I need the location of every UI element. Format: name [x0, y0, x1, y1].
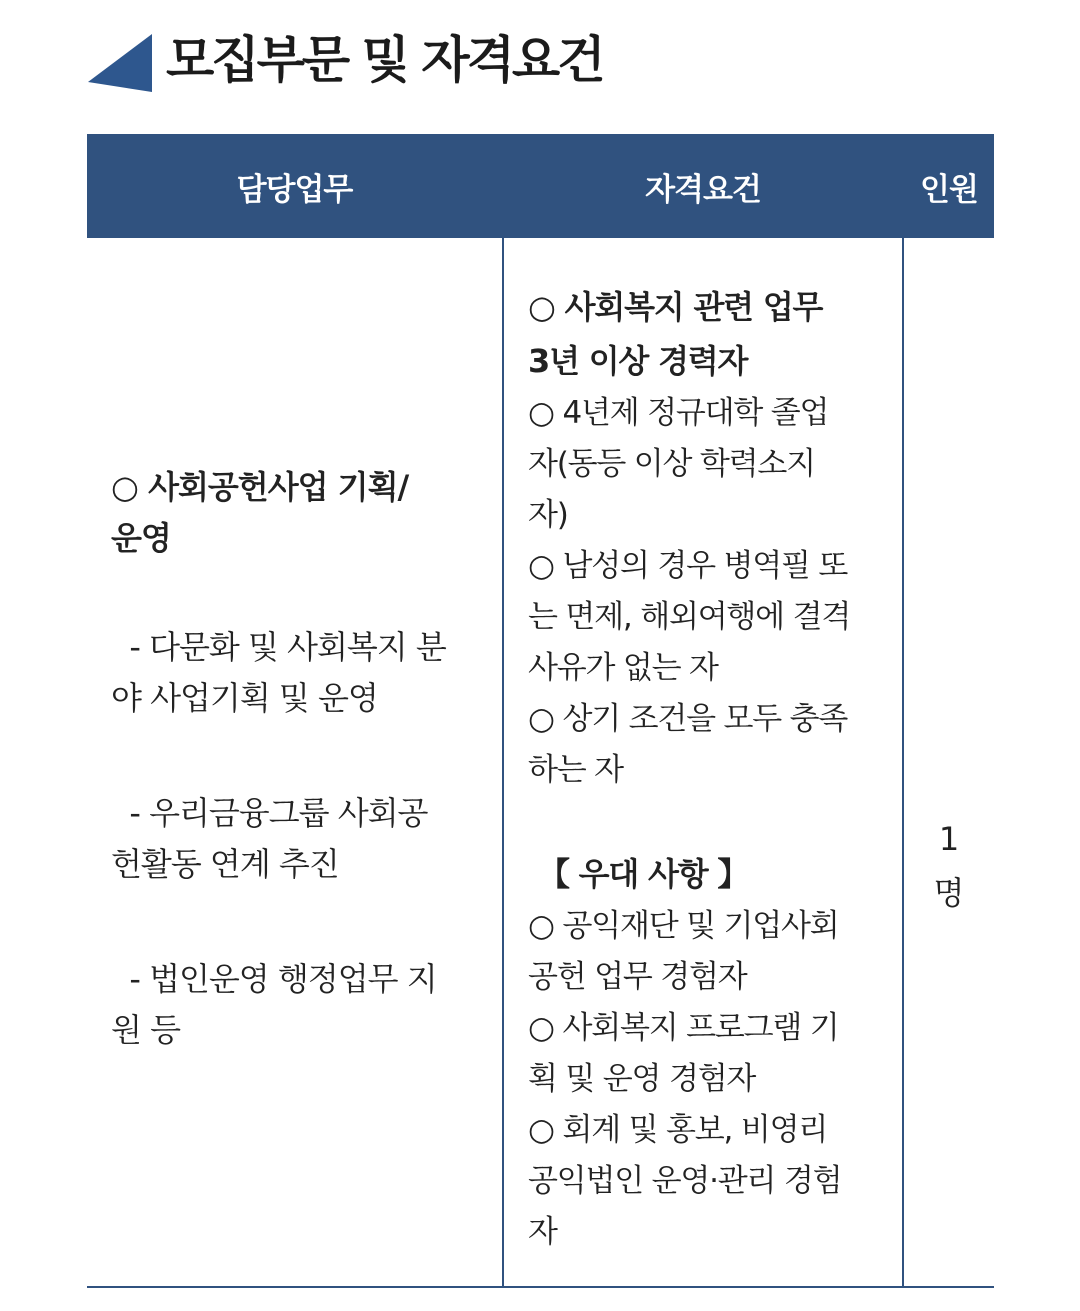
required-line-8: 하는 자 — [528, 752, 623, 788]
required-line-1: ○ 4년제 정규대학 졸업 — [528, 395, 829, 431]
headcount-cell — [904, 238, 994, 1286]
preferred-line-2: 공헌 업무 경험자 — [528, 959, 747, 995]
required-line-3: 자) — [528, 497, 568, 533]
header-headcount: 인원 — [920, 171, 978, 208]
preferred-title: 【 우대 사항 】 — [528, 855, 749, 893]
preferred-line-6: 공익법인 운영·관리 경험 — [528, 1163, 842, 1199]
required-line-5: 는 면제, 해외여행에 결격 — [528, 599, 851, 635]
section-heading — [86, 24, 603, 96]
duty-item-2-line-2: 헌활동 연계 추진 — [111, 845, 339, 883]
qualifications-cell — [502, 238, 904, 1286]
triangle-marker-icon — [86, 28, 152, 92]
header-qualifications: 자격요건 — [645, 171, 761, 208]
preferred-line-5: ○ 회계 및 홍보, 비영리 — [528, 1112, 828, 1148]
duty-item-3-line-2: 원 등 — [111, 1011, 180, 1049]
required-bold-line-2: 3년 이상 경력자 — [528, 342, 748, 380]
preferred-line-4: 획 및 운영 경험자 — [528, 1061, 756, 1097]
required-line-2: 자(동등 이상 학력소지 — [528, 446, 815, 482]
recruitment-table — [87, 134, 994, 1288]
duty-item-1-line-1: - 다문화 및 사회복지 분 — [111, 628, 446, 666]
table-header — [87, 134, 994, 238]
preferred-line-1: ○ 공익재단 및 기업사회 — [528, 908, 839, 944]
required-line-4: ○ 남성의 경우 병역필 또 — [528, 548, 848, 584]
preferred-line-7: 자 — [528, 1214, 557, 1250]
duty-item-1-line-2: 야 사업기획 및 운영 — [111, 679, 378, 717]
headcount-number: 1 — [938, 820, 960, 858]
duty-item-3-line-1: - 법인운영 행정업무 지 — [111, 960, 437, 998]
duty-item-2-line-1: - 우리금융그룹 사회공 — [111, 794, 428, 832]
header-duties: 담당업무 — [236, 171, 353, 208]
duties-main-line-1: ○ 사회공헌사업 기획/ — [111, 468, 409, 506]
section-title: 모집부문 및 자격요건 — [166, 31, 603, 89]
required-line-6: 사유가 없는 자 — [528, 650, 718, 686]
duties-cell — [87, 238, 502, 1286]
duties-main-line-2: 운영 — [111, 519, 171, 557]
headcount-unit: 명 — [933, 874, 965, 912]
table-row — [87, 238, 994, 1288]
required-bold-line-1: ○ 사회복지 관련 업무 — [528, 288, 823, 326]
required-line-7: ○ 상기 조건을 모두 충족 — [528, 701, 848, 737]
preferred-line-3: ○ 사회복지 프로그램 기 — [528, 1010, 839, 1046]
